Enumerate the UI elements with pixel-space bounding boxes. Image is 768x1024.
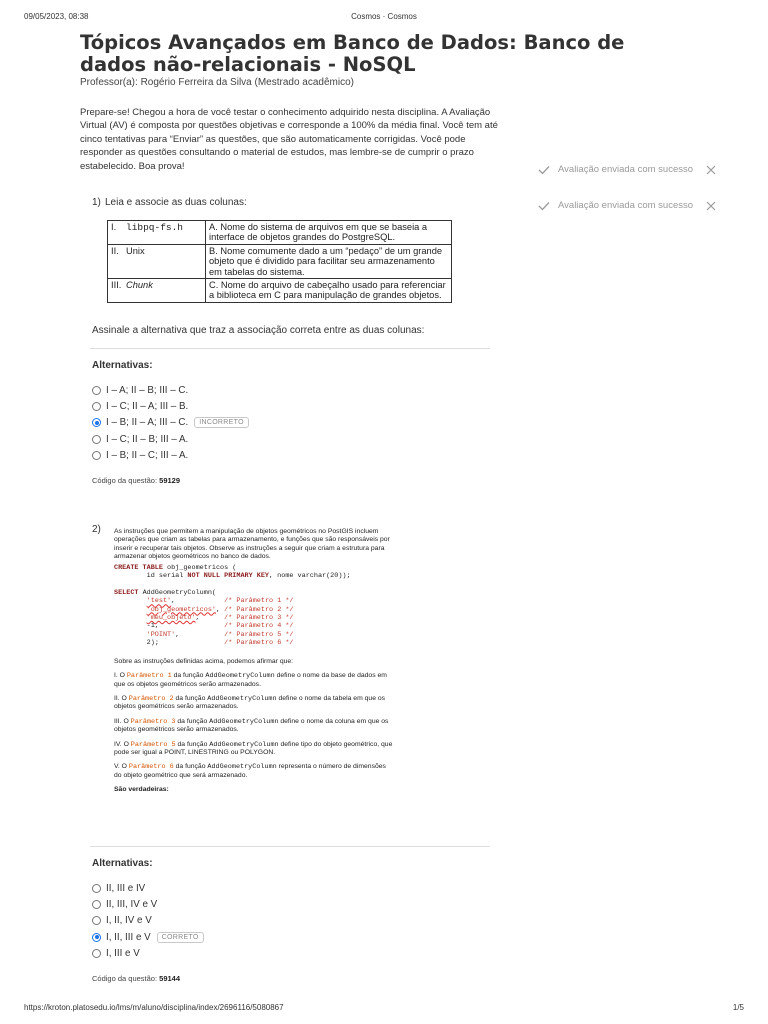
question-instruction: Assinale a alternativa que traz a associação correta entre as duas colunas: (92, 325, 425, 336)
close-icon[interactable] (706, 165, 716, 175)
options-list (92, 382, 249, 464)
question-body (114, 528, 394, 795)
sql-code-block: CREATE TABLE obj_geometricos ( id serial NOT NULL PRIMARY KEY, nome varchar(20)); SELECT AddGeometryColumn( 'test', /* Parâmetro 1 */ 'obj_geometricos', /* Parâmetro 2 */ 'meu_objeto', /* Parâmetro 3 */ -1, /* Parâmetro 4 */ 'POINT', /* Parâmetro 5 */ 2); /* Parâmetro 6 */ (114, 563, 351, 648)
check-icon (538, 201, 550, 211)
option-item[interactable]: I, III e V (92, 946, 204, 962)
options-list (92, 880, 204, 962)
result-badge: CORRETO (157, 932, 204, 943)
table-cell: I. libpq-fs.h (108, 221, 206, 245)
question-code: Código da questão: 59144 (92, 974, 181, 983)
radio-button-selected[interactable] (92, 418, 101, 427)
radio-button[interactable] (92, 451, 101, 460)
radio-button[interactable] (92, 916, 101, 925)
alternatives-heading: Alternativas: (92, 858, 153, 869)
option-item[interactable]: I – C; II – A; III – B. (92, 398, 249, 414)
option-item[interactable]: I – B; II – A; III – C. INCORRETO (92, 415, 249, 431)
statements-intro: Sobre as instruções definidas acima, podemos afirmar que: (114, 657, 294, 665)
table-cell: III. Chunk (108, 279, 206, 303)
association-table (107, 220, 452, 303)
option-item[interactable]: II, III e IV (92, 880, 204, 896)
radio-button[interactable] (92, 435, 101, 444)
option-item[interactable]: I, II, IV e V (92, 913, 204, 929)
toast-message: Avaliação enviada com sucesso (558, 200, 694, 211)
success-toast (538, 164, 693, 175)
radio-button-selected[interactable] (92, 933, 101, 942)
true-statements-label: São verdadeiras: (114, 786, 169, 794)
toast-message: Avaliação enviada com sucesso (558, 164, 694, 175)
question-prompt: Leia e associe as duas colunas: (105, 197, 247, 208)
radio-button[interactable] (92, 402, 101, 411)
option-item[interactable]: I – A; II – B; III – C. (92, 382, 249, 398)
course-title: Tópicos Avançados em Banco de Dados: Banco de dados não-relacionais - NoSQL (80, 31, 625, 76)
exam-instructions: Prepare-se! Chegou a hora de você testar o conhecimento adquirido nesta disciplina. A Avaliação Virtual (AV) é composta por questões objetivas e corresponde a 100% da média final. Você tem até cinco tentativas para “Enviar” as questões, que são automaticamente corrigidas. Você pode responder as questões consultando o material de estudos, mas lembre-se de cumprir o prazo estabelecido. Boa prova! (80, 107, 498, 172)
option-item[interactable]: I – B; II – C; III – A. (92, 448, 249, 464)
print-footer (24, 1003, 744, 1012)
table-row (108, 244, 452, 278)
table-cell: A. Nome do sistema de arquivos em que se baseia a interface de objetos grandes do PostgreSQL. (206, 221, 452, 245)
radio-button[interactable] (92, 386, 101, 395)
statement-item: I. O Parâmetro 1 da função AddGeometryColumn define o nome da base de dados em que os objetos geométricos serão armazenados. (114, 672, 387, 688)
table-cell: C. Nome do arquivo de cabeçalho usado para referenciar a biblioteca em C para manipulação de grandes objetos. (206, 279, 452, 303)
question-code: Código da questão: 59129 (92, 476, 181, 485)
statement-item: III. O Parâmetro 3 da função AddGeometryColumn define o nome da coluna em que os objetos geométricos serão armazenados. (114, 717, 389, 734)
close-icon[interactable] (706, 201, 716, 211)
question-intro: As instruções que permitem a manipulação de objetos geométricos no PostGIS incluem operações que criam as tabelas para armazenamento, e funções que são responsáveis por inserir e recuperar tais objetos. Observe as instruções a seguir que criam a estrutura para armazenar objetos geométricos no banco de dados. (114, 528, 390, 561)
radio-button[interactable] (92, 949, 101, 958)
print-url: https://kroton.platosedu.io/lms/m/aluno/disciplina/index/2696116/5080867 (24, 1003, 284, 1012)
statement-item: V. O Parâmetro 6 da função AddGeometryColumn representa o número de dimensões do objeto geométrico que será armazenado. (114, 763, 386, 779)
divider (90, 846, 490, 847)
success-toast (538, 200, 693, 211)
table-cell: II. Unix (108, 244, 206, 278)
option-item[interactable]: II, III, IV e V (92, 896, 204, 912)
radio-button[interactable] (92, 884, 101, 893)
table-row (108, 279, 452, 303)
question-number: 2) (92, 524, 101, 535)
print-date: 09/05/2023, 08:38 (24, 12, 89, 21)
table-row (108, 221, 452, 245)
table-cell: B. Nome comumente dado a um “pedaço” de um grande objeto que é dividido para facilitar seu armazenamento em tabelas do sistema. (206, 244, 452, 278)
result-badge: INCORRETO (194, 417, 249, 428)
statement-item: II. O Parâmetro 2 da função AddGeometryColumn define o nome da tabela em que os objetos geométricos serão armazenados. (114, 694, 386, 711)
print-page-title: Cosmos · Cosmos (351, 12, 417, 21)
radio-button[interactable] (92, 900, 101, 909)
page-number: 1/5 (732, 1003, 744, 1012)
professor-name: Professor(a): Rogério Ferreira da Silva (Mestrado acadêmico) (80, 77, 354, 88)
check-icon (538, 165, 550, 175)
divider (90, 348, 490, 349)
option-item[interactable]: I – C; II – B; III – A. (92, 431, 249, 447)
option-item[interactable]: I, II, III e V CORRETO (92, 929, 204, 945)
statement-item: IV. O Parâmetro 5 da função AddGeometryColumn define tipo do objeto geométrico, que pode ser igual a POINT, LINESTRING ou POLYGON. (114, 740, 393, 756)
alternatives-heading: Alternativas: (92, 360, 153, 371)
question-number: 1) (92, 197, 101, 208)
